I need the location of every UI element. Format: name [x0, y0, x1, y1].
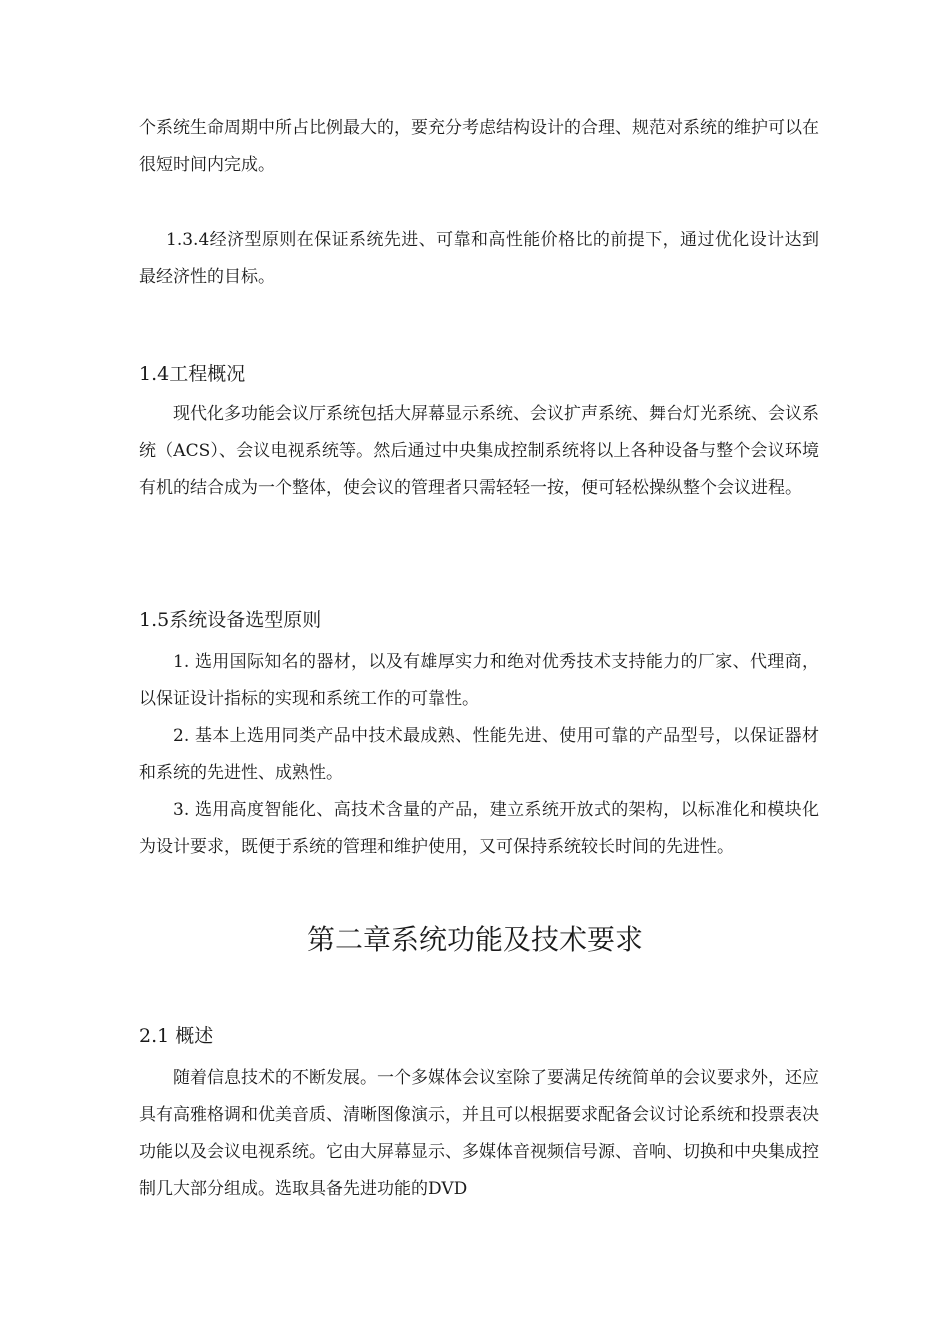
paragraph-project-overview: 现代化多功能会议厅系统包括大屏幕显示系统、会议扩声系统、舞台灯光系统、会议系统（ACS）、会议电视系统等。然后通过中央集成控制系统将以上各种设备与整个会议环境有机的结合成为一个整体，使会议的管理者只需轻轻一按，便可轻松操纵整个会议进程。 — [139, 404, 819, 498]
chapter-title: 第二章系统功能及技术要求 — [306, 923, 643, 956]
section-heading-2-1: 2.1 概述 — [139, 1025, 214, 1047]
paragraph-maintenance: 个系统生命周期中所占比例最大的，要充分考虑结构设计的合理、规范对系统的维护可以在很短时间内完成。 — [139, 118, 819, 175]
section-heading-1-5: 1.5系统设备选型原则 — [139, 609, 322, 631]
paragraph-overview: 随着信息技术的不断发展。一个多媒体会议室除了要满足传统简单的会议要求外，还应具有高雅格调和优美音质、清晰图像演示，并且可以根据要求配备会议讨论系统和投票表决功能以及会议电视系统。它由大屏幕显示、多媒体音视频信号源、音响、切换和中央集成控制几大部分组成。选取具备先进功能的DVD — [139, 1068, 819, 1199]
paragraph-selection-3: 3. 选用高度智能化、高技术含量的产品，建立系统开放式的架构，以标准化和模块化为设计要求，既便于系统的管理和维护使用，又可保持系统较长时间的先进性。 — [139, 800, 819, 857]
paragraph-selection-1: 1. 选用国际知名的器材，以及有雄厚实力和绝对优秀技术支持能力的厂家、代理商，以保证设计指标的实现和系统工作的可靠性。 — [139, 652, 819, 709]
paragraph-selection-2: 2. 基本上选用同类产品中技术最成熟、性能先进、使用可靠的产品型号，以保证器材和系统的先进性、成熟性。 — [139, 726, 819, 783]
paragraph-economy-principle: 1.3.4经济型原则在保证系统先进、可靠和高性能价格比的前提下，通过优化设计达到最经济性的目标。 — [139, 230, 819, 287]
section-heading-1-4: 1.4工程概况 — [139, 363, 246, 385]
